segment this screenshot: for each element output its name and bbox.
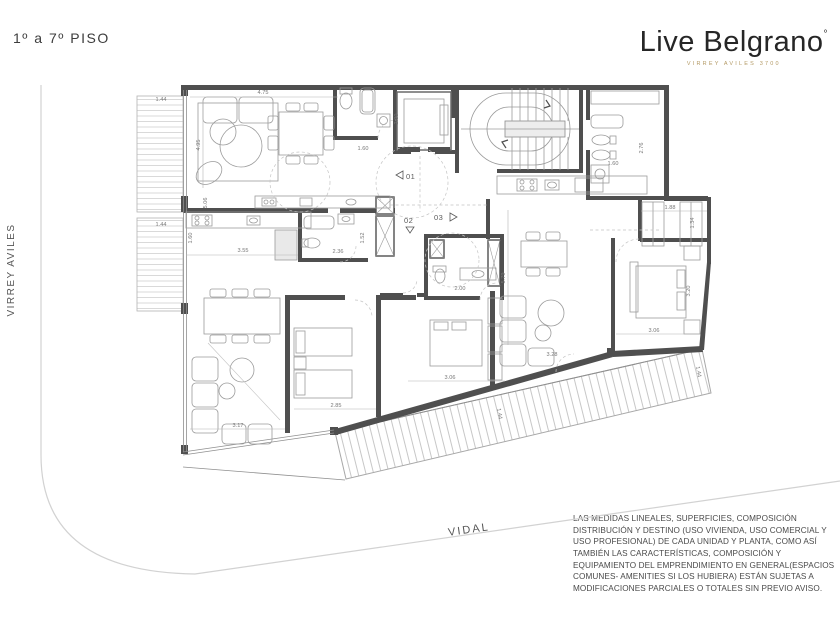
dimension-label: 4.75 (257, 90, 269, 96)
dimension-label: 1.60 (188, 232, 194, 244)
dimension-label: 2.76 (639, 142, 645, 154)
dimension-label: 2.00 (454, 286, 466, 292)
dimension-label: 2.36 (332, 249, 344, 255)
unit-labels (396, 171, 457, 233)
unit-02-arrow-icon (406, 227, 414, 233)
unit-01-arrow-icon (396, 171, 403, 179)
dimension-label: 3.17 (232, 423, 244, 429)
stair-arrow-down (502, 140, 508, 148)
dimension-label: 1.44 (694, 365, 702, 378)
unit-03-label: 03 (434, 213, 444, 222)
dimension-label: 3.28 (546, 352, 558, 358)
dimension-label: 1.88 (664, 205, 676, 211)
door-swings (270, 120, 660, 372)
left-balconies (137, 96, 183, 311)
dimension-label: 1.34 (690, 217, 696, 229)
unit-03-arrow-icon (450, 213, 457, 221)
dimension-label: 1.52 (360, 232, 366, 244)
unit-01-label: 01 (406, 172, 416, 181)
staircase (461, 88, 579, 170)
page-title: 1º a 7º PISO (13, 30, 110, 46)
dimension-label: 3.20 (686, 285, 692, 297)
duct-shafts (376, 197, 500, 286)
dimension-label: 5.06 (203, 197, 209, 209)
brand-name: Live Belgrano° (639, 26, 828, 58)
bathrooms (302, 88, 659, 283)
dimension-label: 2.30 (394, 113, 400, 125)
window-walls (183, 90, 345, 480)
dimension-label: 3.06 (444, 375, 456, 381)
stair-arrow-up (544, 100, 550, 108)
dimension-label: 1.44 (495, 407, 503, 420)
dimension-label: 1.60 (357, 146, 369, 152)
dimension-label: 3.06 (648, 328, 660, 334)
brand-mark: ° (823, 29, 828, 40)
dimension-label: 4.95 (196, 139, 202, 151)
dimension-label: 1.44 (155, 222, 167, 228)
unit-02-label: 02 (404, 216, 414, 225)
street-label-vidal: VIDAL (447, 521, 491, 539)
street-label-virrey-aviles: VIRREY AVILES (6, 223, 17, 317)
dimension-label: 1.60 (607, 161, 619, 167)
dimension-label: 5.79 (501, 272, 507, 284)
elevator (397, 92, 451, 152)
legal-disclaimer: LAS MEDIDAS LINEALES, SUPERFICIES, COMPOSICIÓN DISTRIBUCIÓN Y DESTINO (USO VIVIENDA, USO COMERCIAL Y USO PROFESIONAL) DE CADA UNIDAD Y PLANTA, COMO ASÍ TAMBIÉN LAS CARACTERÍSTICAS, COMPOSICIÓN Y EQUIPAMIENTO DEL EMPRENDIMIENTO EN GENERAL(ESPACIOS COMUNES- AMENITIES SI LOS HUBIERA) ESTÁN SUJETAS A MODIFICACIONES PARCIALES O TOTALES SIN PREVIO AVISO. (573, 514, 835, 593)
brand-tagline: VIRREY AVILES 3700 (686, 61, 781, 67)
dimension-label: 1.44 (155, 97, 167, 103)
dimension-label: 3.55 (237, 248, 249, 254)
dimension-label: 2.85 (330, 403, 342, 409)
